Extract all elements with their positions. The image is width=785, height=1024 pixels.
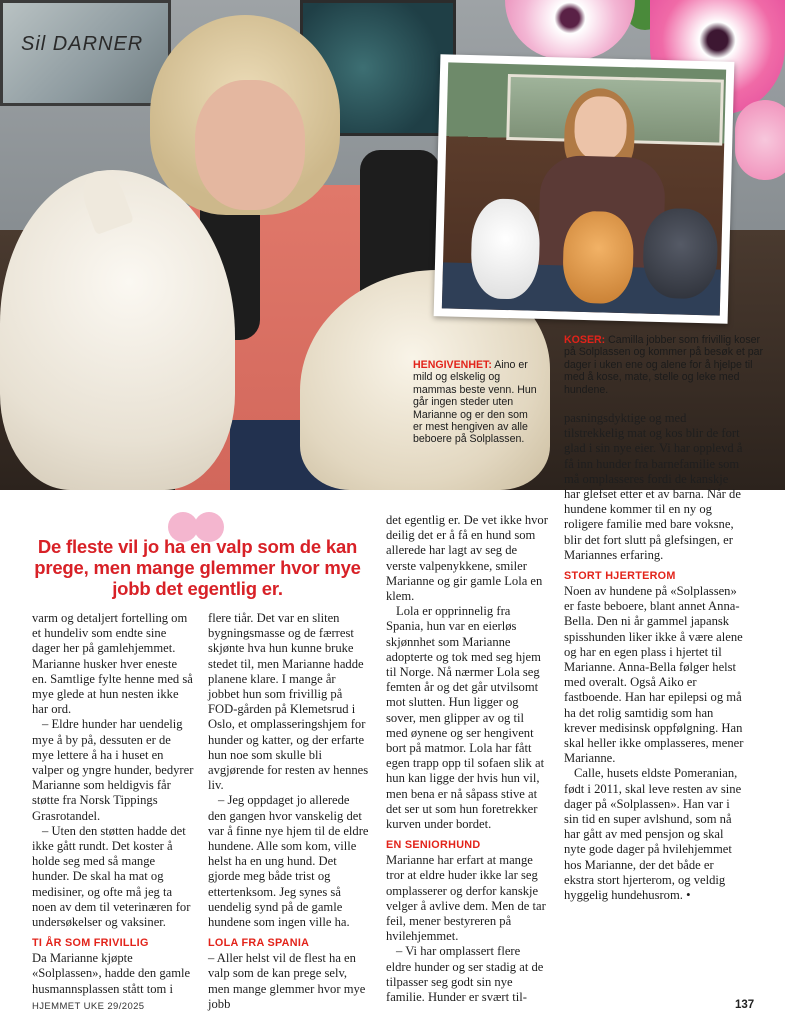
paragraph: Marianne har erfart at mange tror at eldre huder ikke lar seg omplasserer og derfor kanskje velger å avlive dem. Men de tar feil, mener bestyreren på hvilehjemmet. [386, 853, 546, 944]
paragraph: – Eldre hunder har uendelig mye å by på, dessuten er de mye lettere å ha i huset en valper og yngre hunder, bedyrer Marianne som heldigvis får støtte fra Norsk Tippings Grasrotandel. [32, 717, 194, 823]
subheading: EN SENIORHUND [386, 839, 481, 852]
text-column-2 [208, 611, 370, 1012]
inset-pomeranian [562, 210, 634, 304]
paragraph: det egentlig er. De vet ikke hvor deilig det er å få en hund som allerede har lagt av seg de verste valpenykkene, smiler Marianne og gir gamle Lola en klem. [386, 513, 548, 604]
issue-label: HJEMMET UKE 29/2025 [32, 1001, 145, 1012]
inset-woman-face [574, 96, 628, 161]
caption-hengivenhet [413, 359, 538, 446]
paragraph: – Jeg oppdaget jo allerede den gangen hvor vanskelig det var å finne nye hjem til de eldre hundene. Alle som kom, ville helst ha en ung hund. Det gjorde meg både trist og ettertenksom. Jeg synes så uendelig synd på de gamle hundene som ingen ville ha. [208, 793, 369, 930]
pull-quote: De fleste vil jo ha en valp som de kan prege, men mange glemmer hvor mye jobb det egentlig er. [34, 536, 361, 599]
paragraph: – Vi har omplassert flere eldre hunder og ser stadig at de tilpasser seg godt sin nye familie. Hunder er svært til- [386, 944, 544, 1005]
paragraph: Noen av hundene på «Solplassen» er faste beboere, blant annet Anna-Bella. Den ni år gammel japansk spisshunden liker ikke å være alene og har en egen plass i hjertet til Marianne. Anna-Bella følger helst med overalt. Også Aiko er fastboende. Han har epilepsi og må ha det rolig samtidig som han krever medisinsk oppfølgning. Han skal heller ikke omplasseres, mener Marianne. [564, 584, 744, 766]
text-column-1 [32, 611, 194, 997]
text-column-4 [564, 411, 744, 903]
paragraph: flere tiår. Det var en sliten bygningsmasse og de færrest skjønte hva hun kunne bruke stedet til, men Marianne hadde planene klare. I mange år jobbet hun som frivillig på FOD-gården på Klemetsrud i Oslo, et omplasseringshjem for hunder og katter, og der erfarte hun noe som skulle bli avgjørende for resten av hennes liv. [208, 611, 369, 793]
text-column-3 [386, 513, 548, 1005]
caption-koser [564, 334, 769, 396]
inset-black-dog [642, 208, 718, 300]
caption-text: Camilla jobber som frivillig koser på Solplassen og kommer på besøk et par dager i uken ene og alene for å hjelpe til med å kose, mate, stelle og leke med hundene. [564, 334, 764, 396]
inset-photo-image [442, 62, 726, 315]
subheading: STORT HJERTEROM [564, 570, 676, 583]
paragraph: – Uten den støtten hadde det ikke gått rundt. Det koster å holde seg med så mange hunder. De skal ha mat og medisiner, og ofte må jeg ta noen av dem til veterinæren for undersøkelser og vaksiner. [32, 823, 191, 930]
subheading: TI ÅR SOM FRIVILLIG [32, 937, 149, 950]
page-number: 137 [735, 999, 755, 1011]
paragraph: varm og detaljert fortelling om et hundeliv som endte sine dager her på gamlehjemmet. Marianne husker hver eneste en. Samtlige fylte henne med så mye glede at hun nesten ikke har ord. [32, 611, 193, 717]
caption-text: Aino er mild og elskelig og mammas beste venn. Hun går ingen steder uten Marianne og er den som er mest hengiven av alle beboere på Solplassen. [413, 359, 537, 446]
paragraph: – Aller helst vil de flest ha en valp som de kan prege selv, men mange glemmer hvor mye jobb [208, 951, 366, 1011]
woman-face [195, 80, 305, 210]
paragraph: Lola er opprinnelig fra Spania, hun var en eierløs skjønnhet som Marianne adopterte og tok med seg hjem til Norge. Nå nærmer Lola seg femten år og det går utvilsomt mot slutten. Hun ligger og sover, men glipper av og til med øynene og ser hengivent bort på matmor. Lola har fått egen trapp opp til sofaen slik at hun kan ligge der hvis hun vil, men bena er nå såpass stive at det ser ut som hun foretrekker kurven under bordet. [386, 604, 545, 832]
painting-left [0, 0, 171, 106]
inset-photo [434, 54, 735, 324]
paragraph: pasningsdyktige og med tilstrekkelig mat og kos blir de fort glad i sin nye eier. Vi har opplevd å få inn hunder fra barnefamilie som må omplasseres fordi de kanskje har glefset etter et av barna. Når de hundene kommer til en ny og roligere familie med bare voksne, blir det fort slutt på glefsingen, er Mariannes erfaring. [564, 411, 743, 562]
painting-signature: Sil DARNER [21, 33, 144, 55]
paragraph: Da Marianne kjøpte «Solplassen», hadde den gamle husmannsplassen stått tom i [32, 951, 191, 996]
paragraph: Calle, husets eldste Pomeranian, født i 2011, skal leve resten av sine dager på «Solplassen». Han var i sin tid en super avlshund, som nå har gått av med pensjon og skal nyte gode dager på hvilehjemmet hos Marianne, der det både er ekstra stort hjerterom, og veldig hyggelig hundehusrom. • [564, 766, 742, 903]
caption-label: HENGIVENHET: [413, 359, 492, 371]
flower-pink-small [735, 100, 785, 180]
subheading: LOLA FRA SPANIA [208, 937, 310, 950]
inset-white-dog [470, 198, 541, 300]
caption-label: KOSER: [564, 334, 606, 346]
